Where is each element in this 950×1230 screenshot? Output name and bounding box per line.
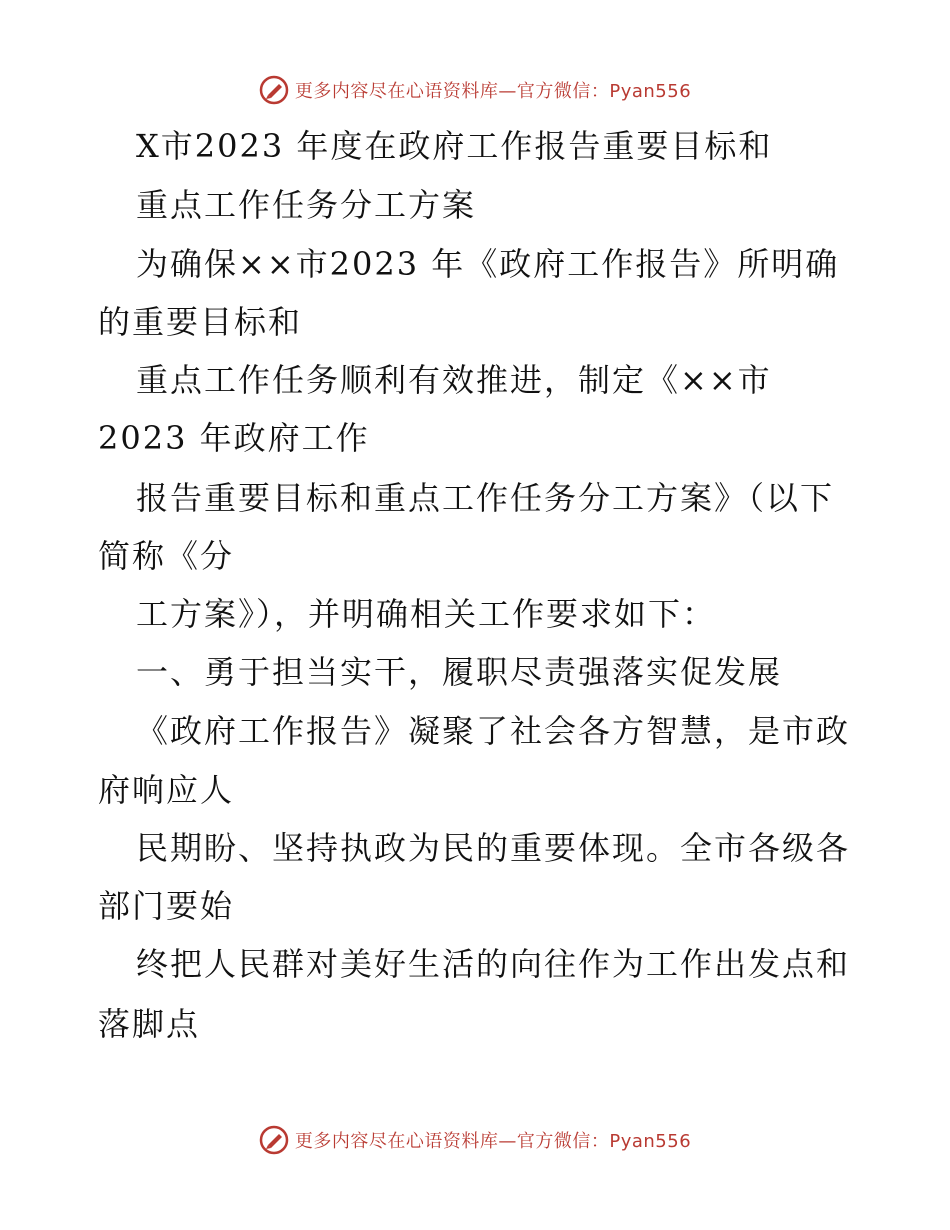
title-line-2: 重点工作任务分工方案 [136, 186, 477, 224]
paragraph-line: 为确保××市2023 年《政府工作报告》所明确 [136, 245, 840, 283]
paragraph-line: 终把人民群对美好生活的向往作为工作出发点和 [136, 945, 851, 983]
footer-watermark [0, 1123, 950, 1157]
paragraph-line: 部门要始 [98, 887, 235, 925]
watermark-text: 更多内容尽在心语资料库—官方微信：Pyan556 [294, 81, 692, 102]
title-line-1: X市2023 年度在政府工作报告重要目标和 [136, 127, 773, 165]
paragraph-line: 报告重要目标和重点工作任务分工方案》（以下 [136, 479, 835, 517]
section-heading: 一、勇于担当实干，履职尽责强落实促发展 [136, 653, 783, 691]
paragraph-line: 府响应人 [98, 771, 235, 809]
watermark-text: 更多内容尽在心语资料库—官方微信：Pyan556 [294, 1131, 692, 1152]
paragraph-line: 落脚点 [98, 1005, 201, 1043]
paragraph-line: 民期盼、坚持执政为民的重要体现。全市各级各 [136, 829, 851, 867]
paragraph-line: 工方案》），并明确相关工作要求如下： [136, 595, 717, 633]
paragraph-line: 简称《分 [98, 537, 235, 575]
paragraph-line: 2023 年政府工作 [98, 419, 370, 457]
paragraph-line: 的重要目标和 [98, 303, 303, 341]
paragraph-line: 重点工作任务顺利有效推进，制定《××市 [136, 361, 772, 399]
brand-logo-icon [259, 1125, 289, 1155]
paragraph-line: 《政府工作报告》凝聚了社会各方智慧，是市政 [136, 712, 851, 750]
